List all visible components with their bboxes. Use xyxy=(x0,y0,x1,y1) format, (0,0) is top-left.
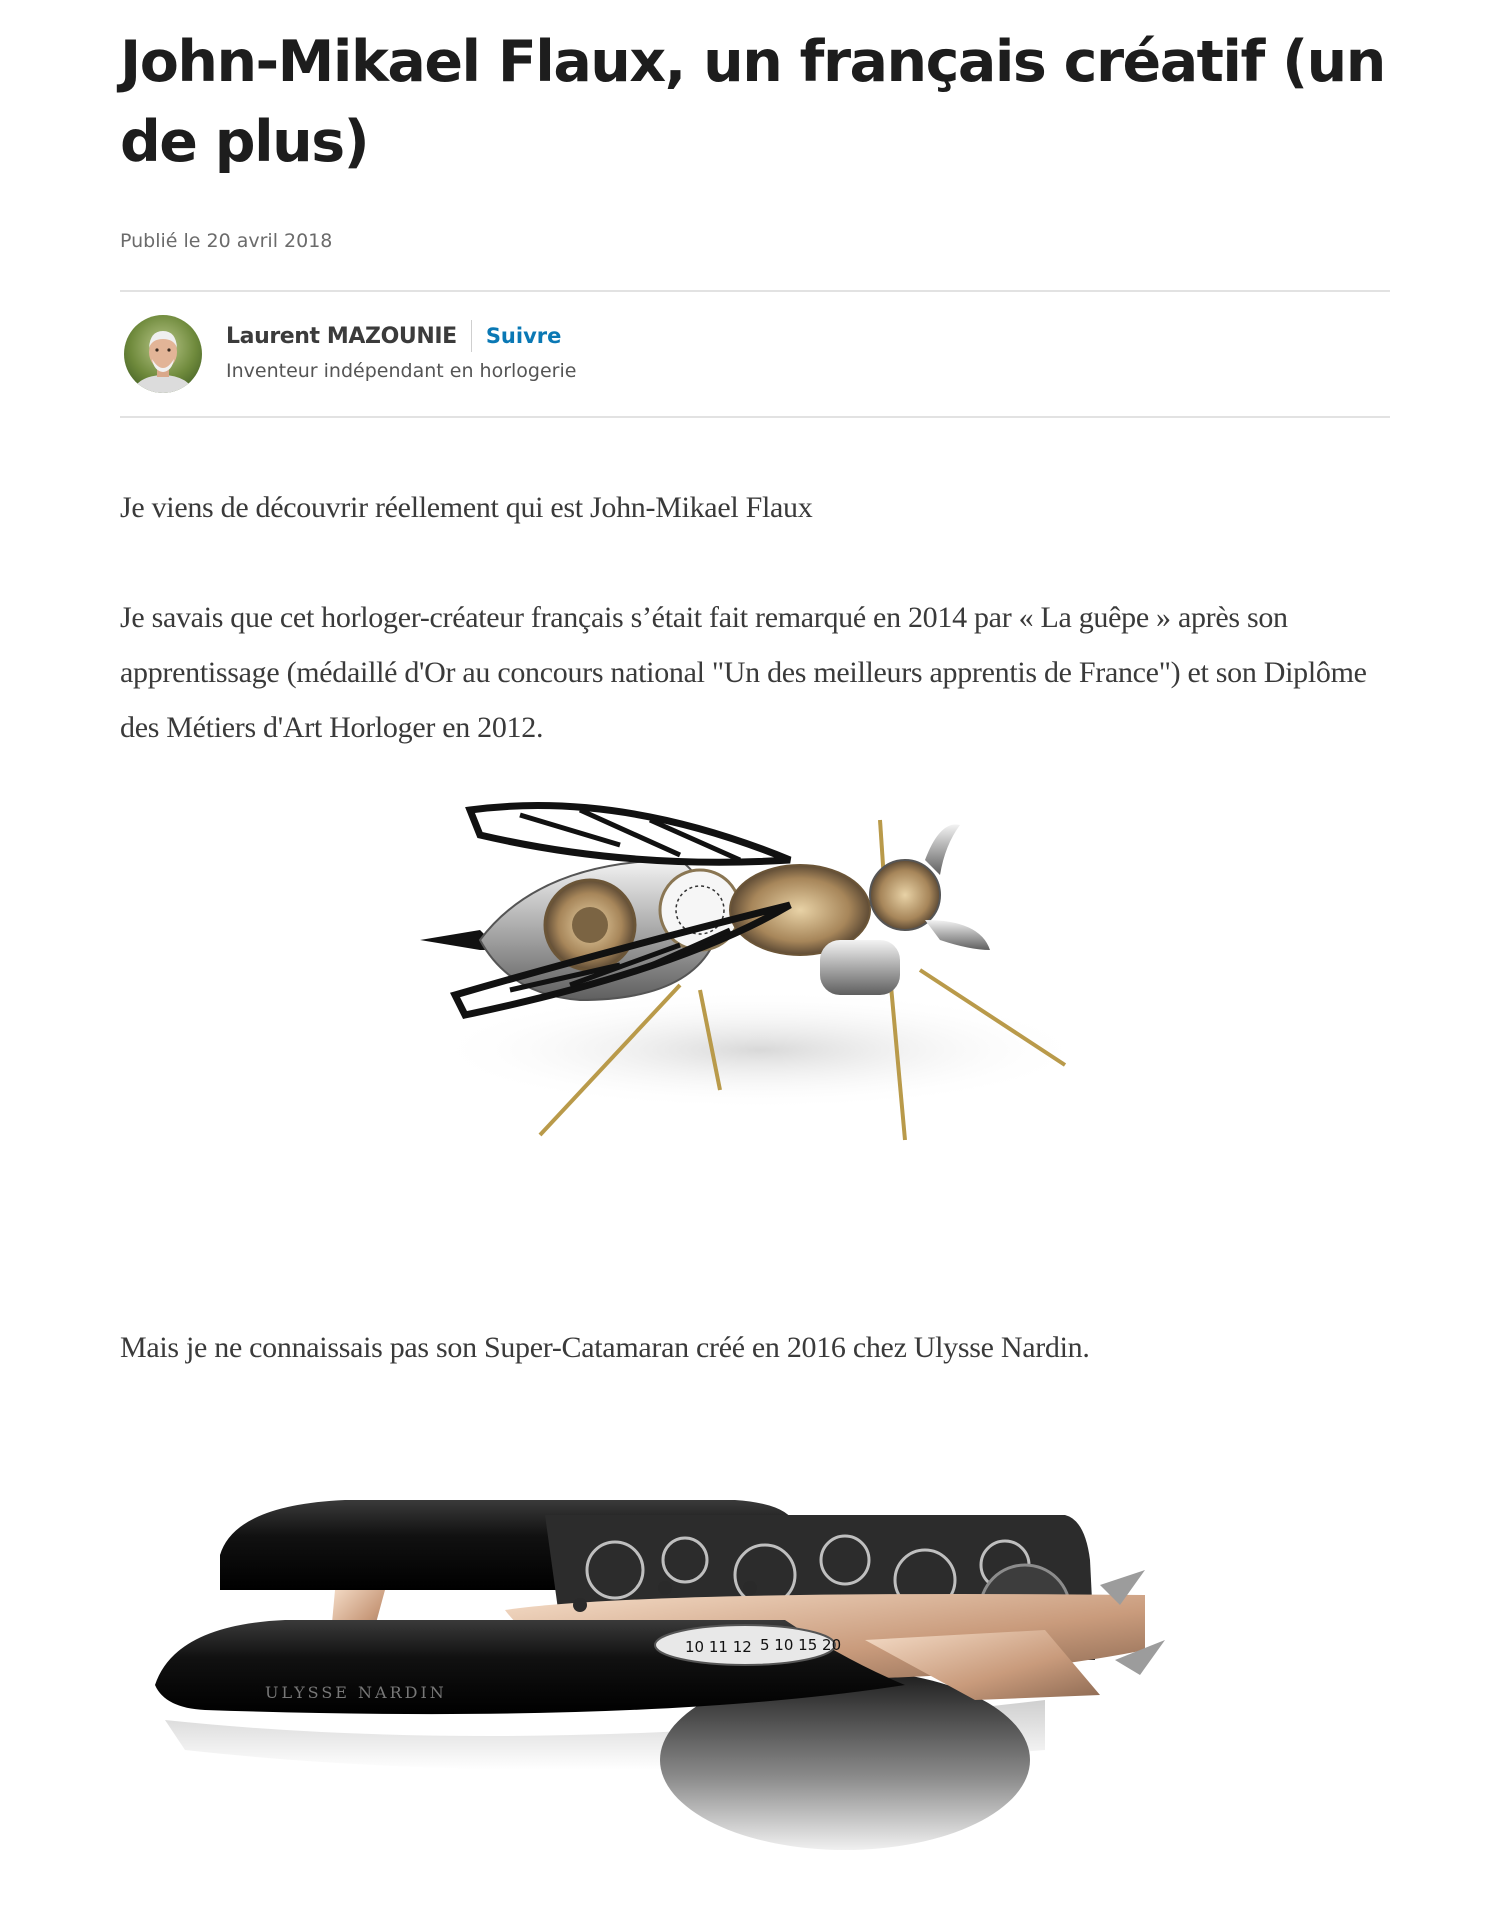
paragraph-wasp: Je savais que cet horloger-créateur français s’était fait remarqué en 2014 par « La guêpe » après son apprentissage (médaillé d'Or au concours national "Un des meilleurs apprentis de France") et son Diplôme des Métiers d'Art Horloger en 2012. xyxy=(120,601,1367,744)
wasp-illustration xyxy=(380,800,1140,1170)
author-name[interactable]: Laurent MAZOUNIE xyxy=(226,323,457,349)
paragraph-catamaran: Mais je ne connaissais pas son Super-Catamaran créé en 2016 chez Ulysse Nardin. xyxy=(120,1331,1090,1364)
catamaran-brand: ULYSSE NARDIN xyxy=(265,1683,447,1702)
author-card xyxy=(120,292,1390,416)
author-line xyxy=(226,320,576,352)
follow-button[interactable]: Suivre xyxy=(485,324,562,348)
author-headline: Inventeur indépendant en horlogerie xyxy=(226,360,577,382)
wasp-image xyxy=(380,800,1140,1170)
avatar-photo xyxy=(124,315,202,393)
publish-date: Publié le 20 avril 2018 xyxy=(120,230,333,252)
catamaran-dial-minutes: 5 10 15 20 xyxy=(760,1636,842,1654)
paragraph-intro: Je viens de découvrir réellement qui est John-Mikael Flaux xyxy=(120,491,813,524)
article-header xyxy=(120,0,1390,418)
catamaran-dial-hours: 10 11 12 xyxy=(685,1638,752,1656)
author-info xyxy=(226,320,576,382)
article-title: John-Mikael Flaux, un français créatif (un de plus) xyxy=(120,29,1385,175)
author-avatar[interactable] xyxy=(124,315,202,393)
divider-bottom xyxy=(120,416,1390,418)
author-separator xyxy=(471,320,472,352)
catamaran-image xyxy=(145,1460,1305,1860)
catamaran-illustration xyxy=(145,1460,1305,1860)
